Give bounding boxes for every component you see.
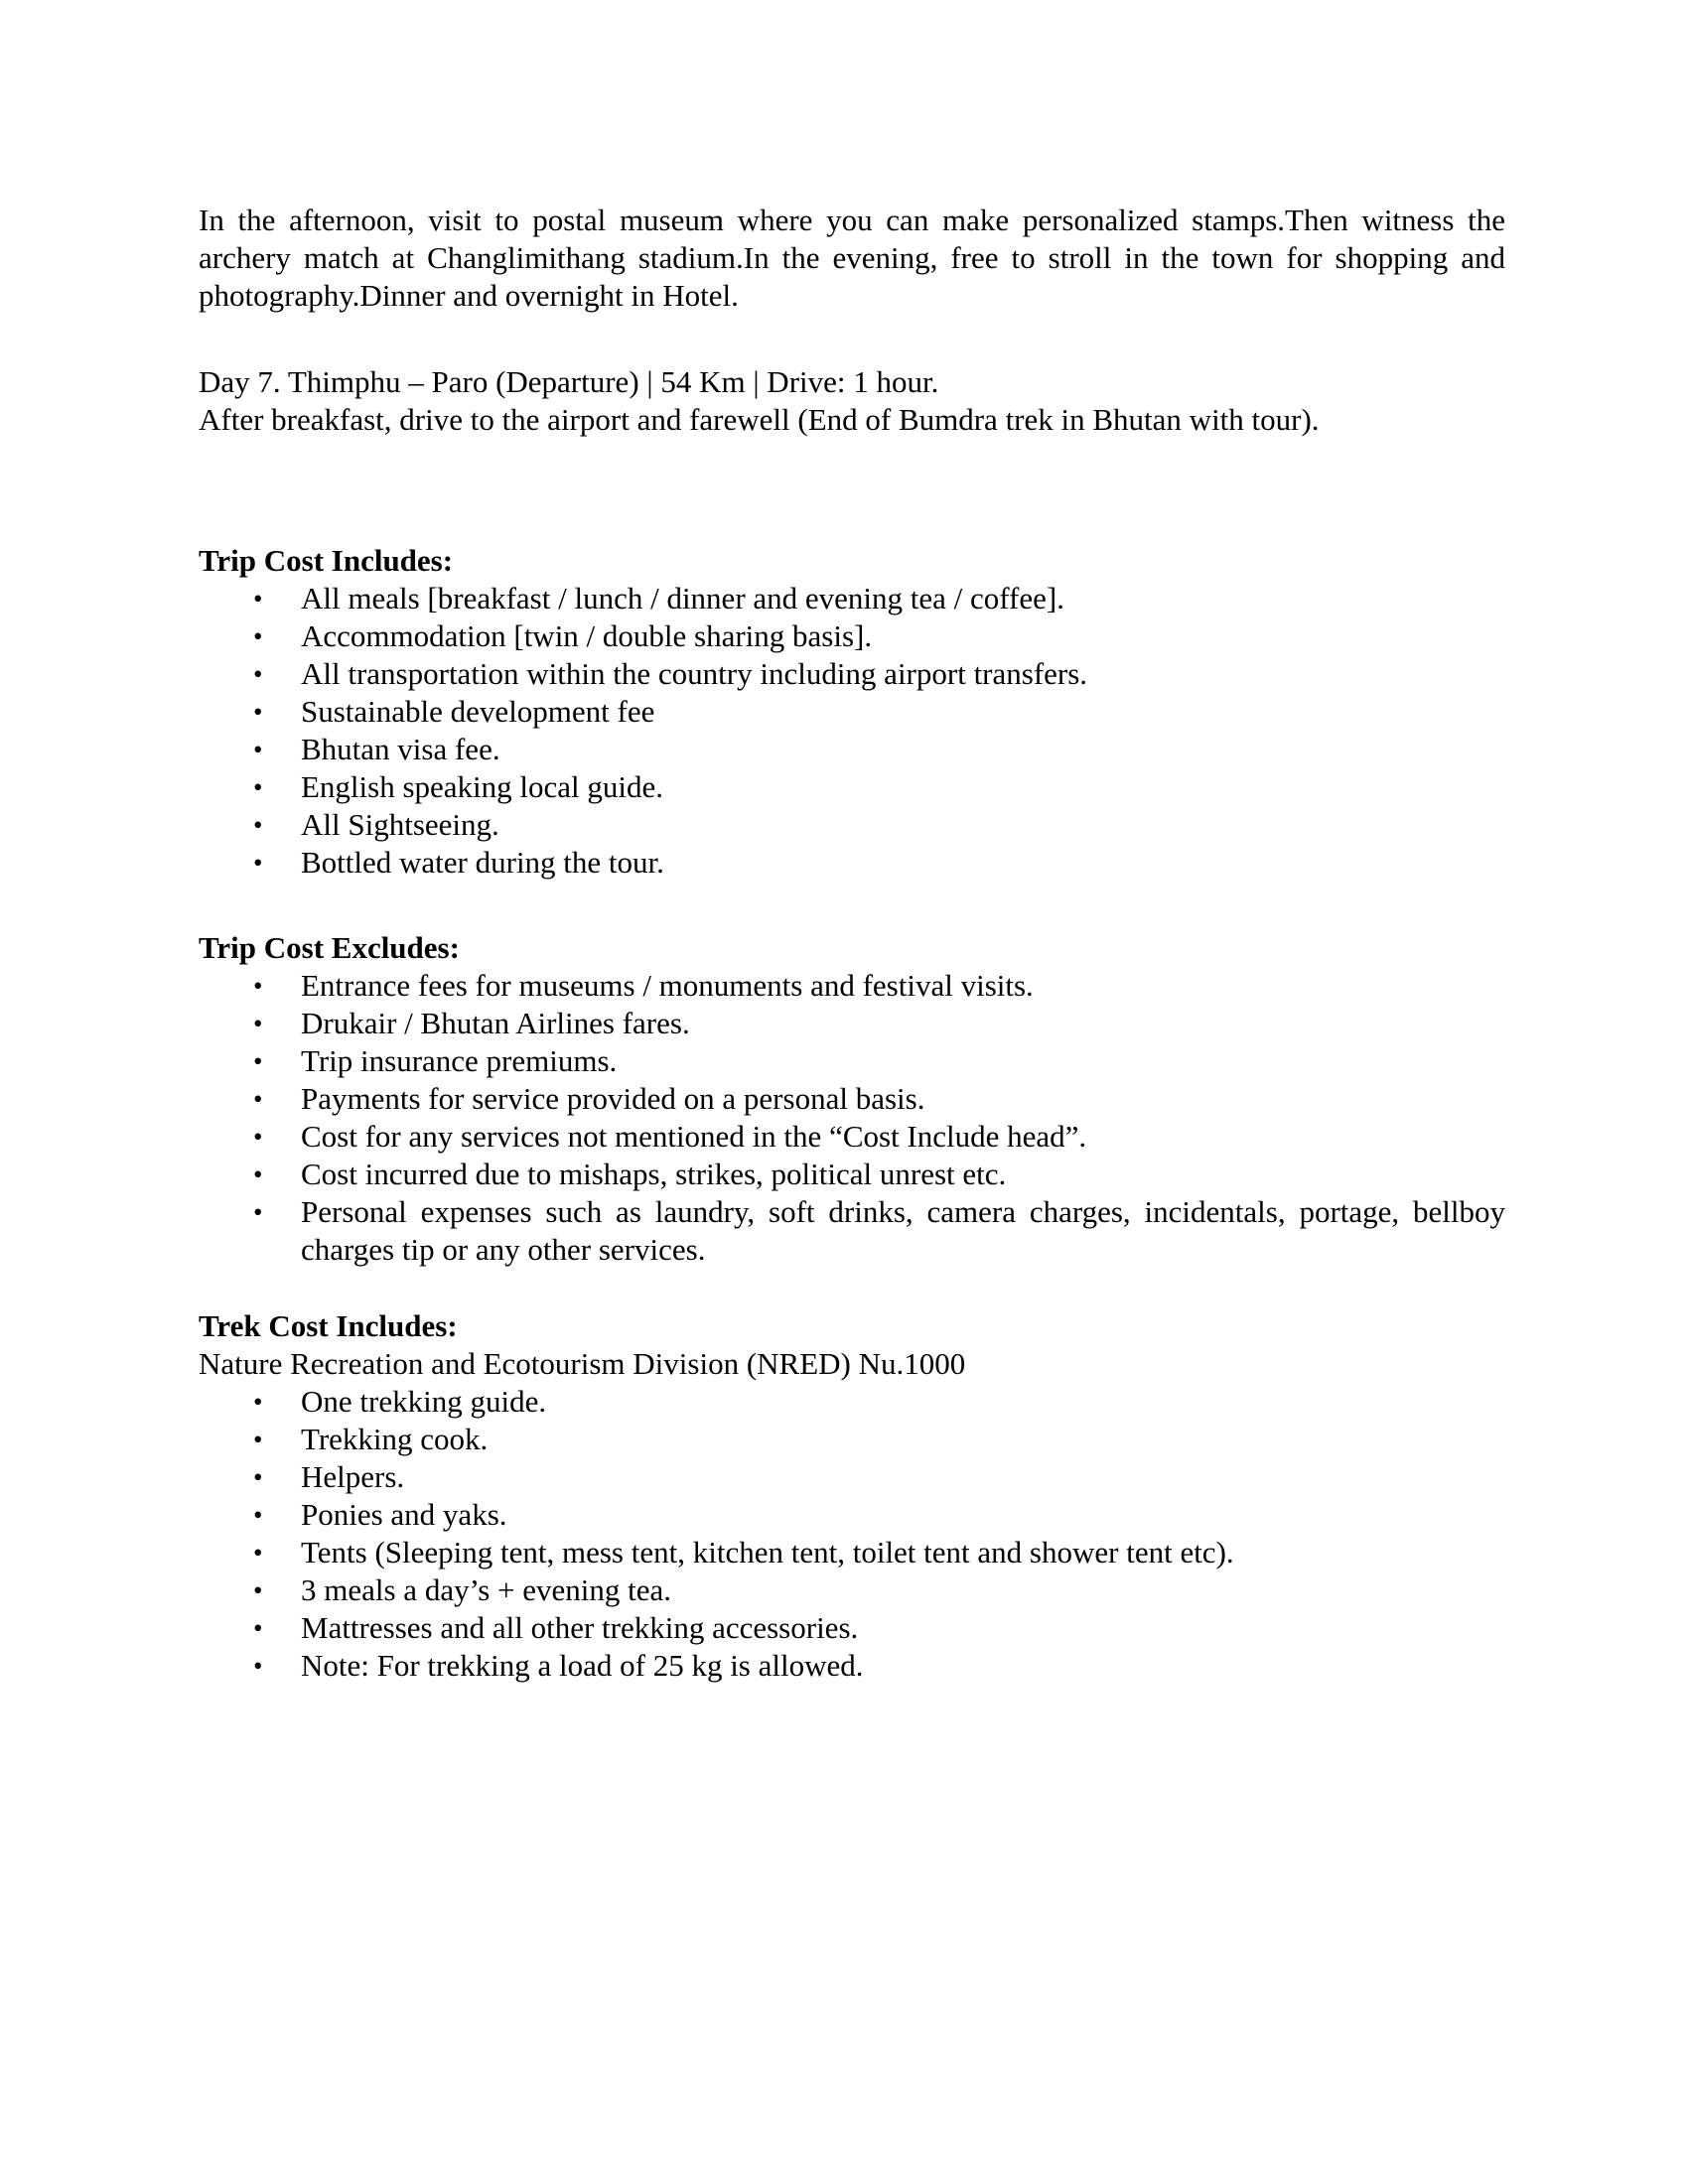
list-item	[199, 1571, 1505, 1609]
list-item-text: Entrance fees for museums / monuments and festival visits.	[301, 968, 1034, 1003]
list-item	[199, 731, 1505, 768]
day7-paragraph	[199, 363, 1505, 439]
bullet-icon: •	[253, 1425, 263, 1454]
list-item-text: Mattresses and all other trekking accessories.	[301, 1610, 859, 1645]
list-item	[199, 844, 1505, 882]
trek-cost-includes-subtitle: Nature Recreation and Ecotourism Division (NRED) Nu.1000	[199, 1346, 966, 1381]
list-item	[199, 693, 1505, 731]
bullet-icon: •	[253, 735, 263, 764]
list-item	[199, 806, 1505, 844]
list-item	[199, 617, 1505, 655]
list-item	[199, 1080, 1505, 1118]
list-item	[199, 1609, 1505, 1647]
list-item-text: English speaking local guide.	[301, 769, 664, 804]
bullet-icon: •	[253, 1613, 263, 1643]
list-item-text: Sustainable development fee	[301, 694, 655, 729]
list-item-text: 3 meals a day’s + evening tea.	[301, 1572, 671, 1607]
bullet-icon: •	[253, 584, 263, 614]
bullet-icon: •	[253, 772, 263, 802]
list-item-text: Trekking cook.	[301, 1422, 489, 1456]
list-item-text: Bottled water during the tour.	[301, 845, 664, 880]
trek-cost-includes-list	[199, 1383, 1505, 1685]
list-item-text: Payments for service provided on a personal basis.	[301, 1081, 925, 1116]
trek-cost-includes-heading: Trek Cost Includes:	[199, 1308, 458, 1343]
bullet-icon: •	[253, 1084, 263, 1114]
list-item-text: Helpers.	[301, 1459, 405, 1494]
list-item-text: Cost for any services not mentioned in the “Cost Include head”.	[301, 1119, 1087, 1154]
list-item-text: All meals [breakfast / lunch / dinner and evening tea / coffee].	[301, 581, 1064, 615]
list-item-text: Ponies and yaks.	[301, 1497, 507, 1532]
bullet-icon: •	[253, 1197, 263, 1227]
bullet-icon: •	[253, 697, 263, 727]
bullet-icon: •	[253, 971, 263, 1001]
bullet-icon: •	[253, 1009, 263, 1038]
list-item	[199, 1042, 1505, 1080]
bullet-icon: •	[253, 1575, 263, 1605]
bullet-icon: •	[253, 1538, 263, 1568]
list-item-text: Cost incurred due to mishaps, strikes, political unrest etc.	[301, 1157, 1007, 1191]
list-item-text: Bhutan visa fee.	[301, 732, 500, 766]
list-item-text: Tents (Sleeping tent, mess tent, kitchen tent, toilet tent and shower tent etc).	[301, 1535, 1234, 1570]
day7-title-line: Day 7. Thimphu – Paro (Departure) | 54 Km | Drive: 1 hour.	[199, 364, 939, 399]
intro-paragraph: In the afternoon, visit to postal museum where you can make personalized stamps.Then witness the archery match at Changlimithang stadium.In the evening, free to stroll in the town for shopping and photography.Dinner and overnight in Hotel.	[199, 203, 1505, 313]
bullet-icon: •	[253, 810, 263, 840]
list-item	[199, 1458, 1505, 1496]
bullet-icon: •	[253, 621, 263, 651]
list-item	[199, 1005, 1505, 1042]
list-item	[199, 1193, 1505, 1269]
trip-cost-includes-heading: Trip Cost Includes:	[199, 543, 454, 578]
list-item	[199, 655, 1505, 693]
bullet-icon: •	[253, 1500, 263, 1530]
trip-cost-excludes-list	[199, 967, 1505, 1269]
bullet-icon: •	[253, 1387, 263, 1417]
list-item	[199, 1496, 1505, 1534]
list-item	[199, 768, 1505, 806]
day7-body-line: After breakfast, drive to the airport and farewell (End of Bumdra trek in Bhutan with tour).	[199, 402, 1320, 437]
bullet-icon: •	[253, 1122, 263, 1152]
list-item	[199, 967, 1505, 1005]
list-item	[199, 580, 1505, 617]
list-item-text: All transportation within the country including airport transfers.	[301, 656, 1088, 691]
bullet-icon: •	[253, 848, 263, 878]
list-item	[199, 1647, 1505, 1685]
list-item-text: Drukair / Bhutan Airlines fares.	[301, 1006, 690, 1040]
list-item	[199, 1534, 1505, 1571]
bullet-icon: •	[253, 1046, 263, 1076]
bullet-icon: •	[253, 1462, 263, 1492]
trip-cost-includes-list	[199, 580, 1505, 882]
list-item	[199, 1421, 1505, 1458]
list-item-text: One trekking guide.	[301, 1384, 547, 1419]
list-item-text: Note: For trekking a load of 25 kg is allowed.	[301, 1648, 864, 1683]
list-item	[199, 1156, 1505, 1193]
trip-cost-excludes-heading: Trip Cost Excludes:	[199, 930, 460, 965]
list-item-text: All Sightseeing.	[301, 807, 499, 842]
list-item	[199, 1383, 1505, 1421]
list-item-text: Accommodation [twin / double sharing basis].	[301, 618, 873, 653]
bullet-icon: •	[253, 1651, 263, 1681]
list-item-text: Trip insurance premiums.	[301, 1043, 618, 1078]
list-item	[199, 1118, 1505, 1156]
list-item-text: Personal expenses such as laundry, soft drinks, camera charges, incidentals, portage, bellboy charges tip or any other services.	[301, 1194, 1505, 1267]
bullet-icon: •	[253, 1160, 263, 1189]
bullet-icon: •	[253, 659, 263, 689]
